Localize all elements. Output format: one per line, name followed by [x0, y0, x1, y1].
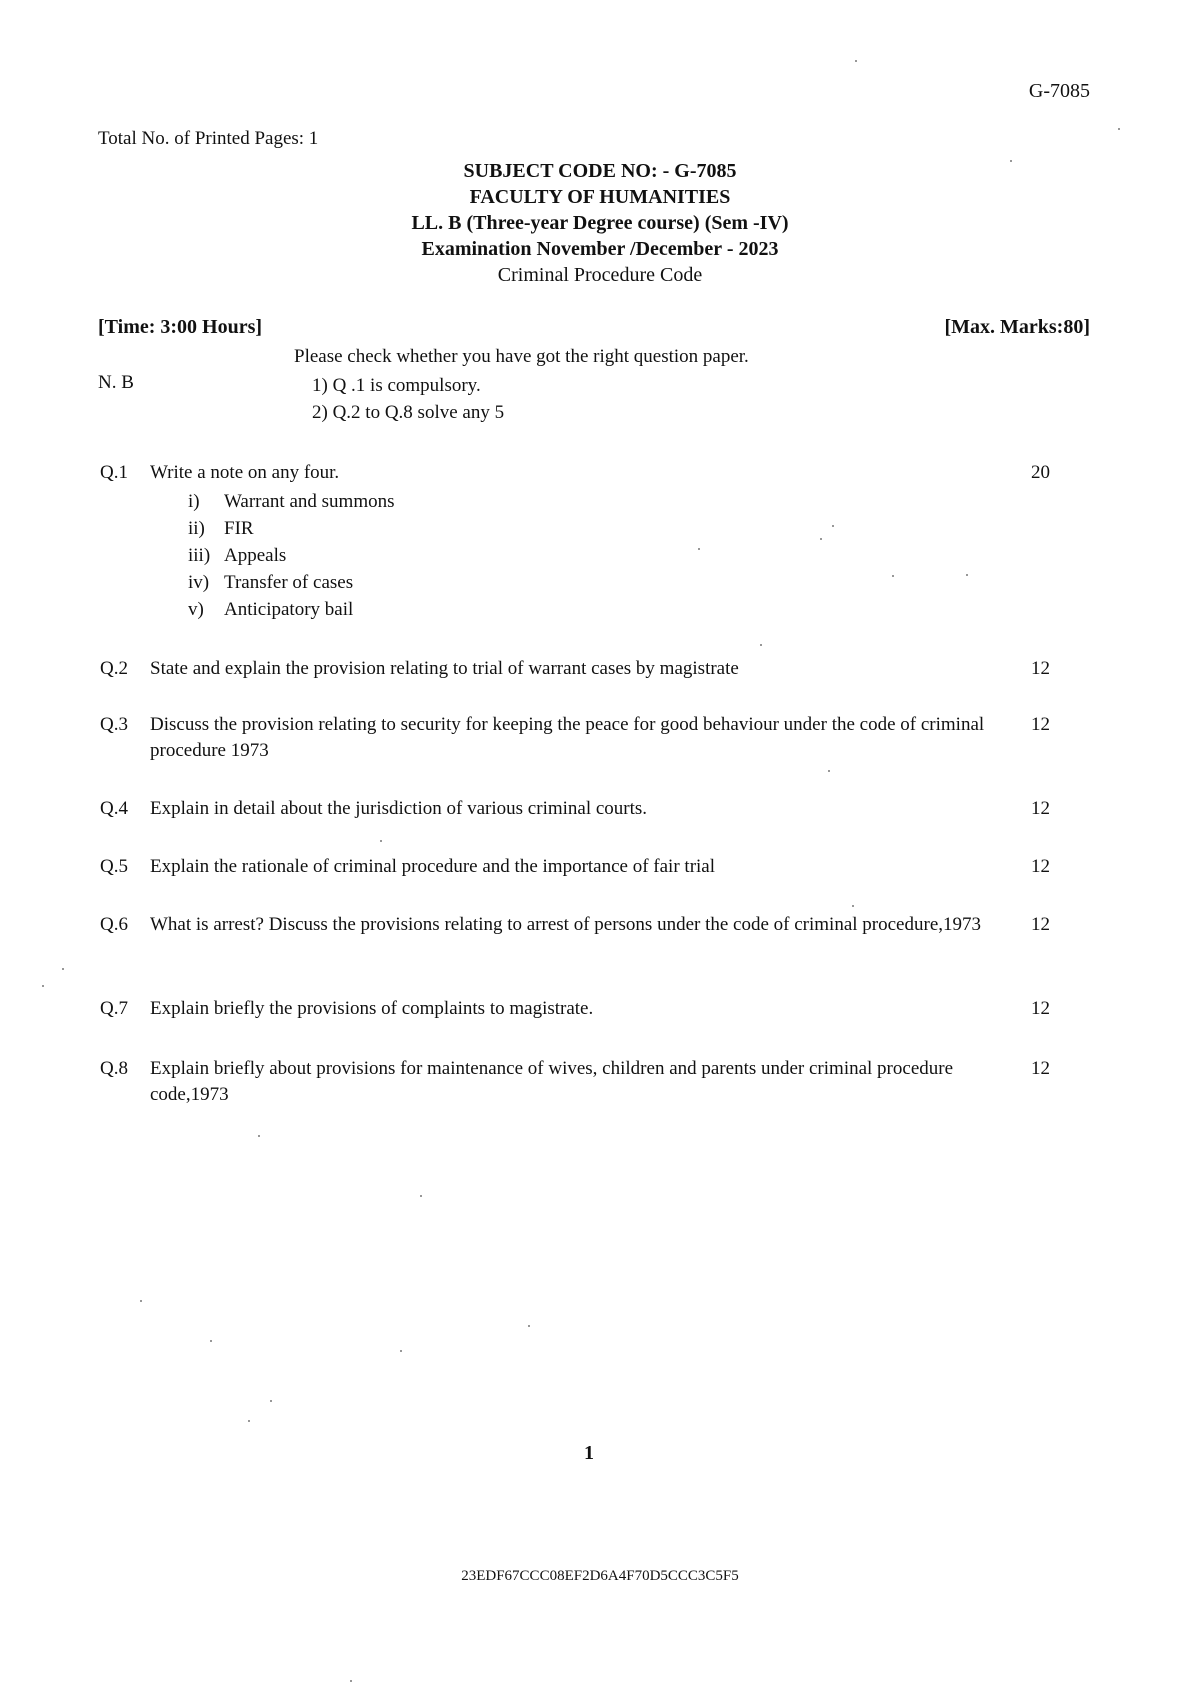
nb-item: 2) Q.2 to Q.8 solve any 5: [312, 402, 505, 423]
check-paper-note: Please check whether you have got the right question paper.: [294, 346, 749, 367]
sub-item-text: Warrant and summons: [224, 491, 395, 512]
footer-serial-code: 23EDF67CCC08EF2D6A4F70D5CCC3C5F5: [461, 1568, 739, 1584]
page-number: 1: [584, 1442, 594, 1464]
max-marks: [Max. Marks:80]: [944, 316, 1090, 338]
list-item: [188, 515, 395, 542]
question-number: Q.8: [100, 1058, 128, 1079]
faculty: FACULTY OF HUMANITIES: [469, 186, 731, 208]
total-printed-pages: Total No. of Printed Pages: 1: [98, 128, 319, 149]
question-marks: 12: [1031, 1058, 1050, 1079]
sub-item-text: FIR: [224, 518, 254, 539]
exam-session: Examination November /December - 2023: [421, 238, 779, 260]
question-number: Q.5: [100, 856, 128, 877]
sub-item-text: Appeals: [224, 545, 287, 566]
list-item: [188, 488, 395, 515]
question-number: Q.4: [100, 798, 128, 819]
roman-numeral: iv): [188, 572, 210, 593]
question-marks: 12: [1031, 998, 1050, 1019]
question-text: State and explain the provision relating to trial of warrant cases by magistrate: [150, 658, 739, 679]
roman-numeral: iii): [188, 545, 211, 566]
subject-title: Criminal Procedure Code: [497, 264, 703, 286]
paper-code-corner: G-7085: [1028, 80, 1090, 102]
question-number: Q.7: [100, 998, 128, 1019]
question-text: Explain the rationale of criminal procedure and the importance of fair trial: [150, 856, 716, 877]
question-text: Write a note on any four.: [150, 462, 340, 483]
list-item: [188, 569, 395, 596]
question-text: What is arrest? Discuss the provisions relating to arrest of persons under the code of criminal procedure,1973: [150, 914, 981, 935]
question-marks: 12: [1031, 914, 1050, 935]
exam-header: [0, 158, 1200, 288]
question-text: Explain briefly the provisions of complaints to magistrate.: [150, 998, 594, 1019]
roman-numeral: i): [188, 491, 200, 512]
question-number: Q.3: [100, 714, 128, 735]
subject-code: SUBJECT CODE NO: - G-7085: [463, 160, 737, 182]
question-marks: 12: [1031, 714, 1050, 735]
question-text: Explain briefly about provisions for maintenance of wives, children and parents under criminal procedure code,1973: [150, 1058, 954, 1105]
roman-numeral: ii): [188, 518, 205, 539]
question-text: Discuss the provision relating to security for keeping the peace for good behaviour under the code of criminal procedure 1973: [150, 714, 985, 761]
roman-numeral: v): [188, 599, 204, 620]
sub-item-text: Anticipatory bail: [224, 599, 354, 620]
list-item: [188, 542, 395, 569]
question-marks: 12: [1031, 798, 1050, 819]
time-allowed: [Time: 3:00 Hours]: [98, 316, 263, 338]
question-marks: 12: [1031, 856, 1050, 877]
q1-sub-list: [188, 488, 395, 623]
nb-label: N. B: [98, 372, 134, 393]
question-number: Q.1: [100, 462, 128, 483]
nb-instructions: [312, 372, 504, 426]
question-marks: 20: [1031, 462, 1050, 483]
question-number: Q.6: [100, 914, 128, 935]
question-number: Q.2: [100, 658, 128, 679]
sub-item-text: Transfer of cases: [224, 572, 354, 593]
question-marks: 12: [1031, 658, 1050, 679]
course: LL. B (Three-year Degree course) (Sem -IV): [411, 212, 789, 234]
nb-item: 1) Q .1 is compulsory.: [312, 375, 481, 396]
list-item: [188, 596, 395, 623]
question-text: Explain in detail about the jurisdiction of various criminal courts.: [150, 798, 648, 819]
